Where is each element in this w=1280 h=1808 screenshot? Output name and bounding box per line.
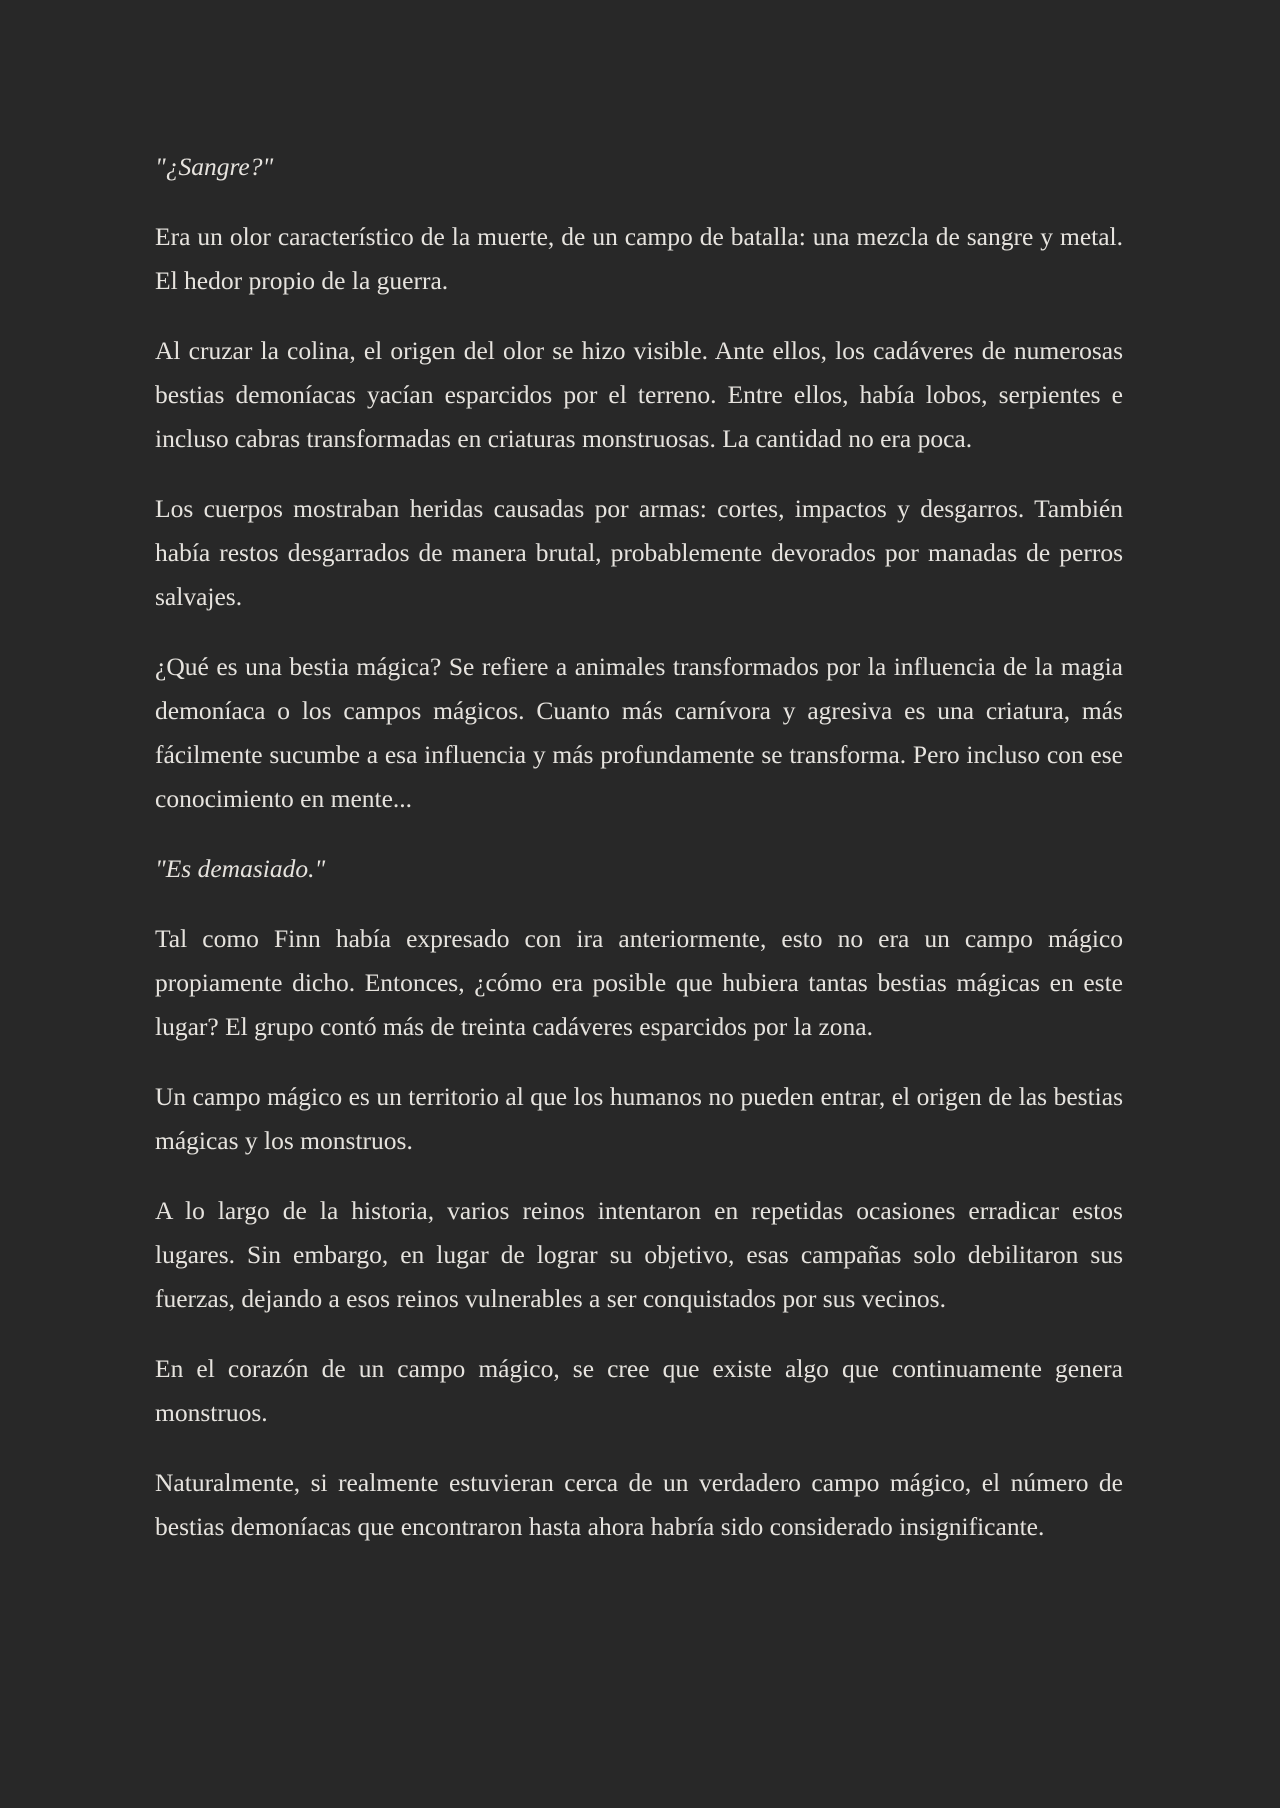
paragraph: Un campo mágico es un territorio al que los humanos no pueden entrar, el origen de las bestias mágicas y los monstruos.	[155, 1082, 1123, 1155]
paragraph: Naturalmente, si realmente estuvieran cerca de un verdadero campo mágico, el número de bestias demoníacas que encontraron hasta ahora habría sido considerado insignificante.	[155, 1468, 1123, 1541]
chapter-text	[155, 145, 1123, 1575]
paragraph: En el corazón de un campo mágico, se cree que existe algo que continuamente genera monstruos.	[155, 1354, 1123, 1427]
paragraph: Tal como Finn había expresado con ira anteriormente, esto no era un campo mágico propiamente dicho. Entonces, ¿cómo era posible que hubiera tantas bestias mágicas en este lugar? El grupo contó más de treinta cadáveres esparcidos por la zona.	[155, 924, 1123, 1041]
dialogue-line: "Es demasiado."	[155, 854, 326, 883]
paragraph: Era un olor característico de la muerte, de un campo de batalla: una mezcla de sangre y metal. El hedor propio de la guerra.	[155, 222, 1123, 295]
paragraph: Los cuerpos mostraban heridas causadas por armas: cortes, impactos y desgarros. También había restos desgarrados de manera brutal, probablemente devorados por manadas de perros salvajes.	[155, 494, 1123, 611]
paragraph: ¿Qué es una bestia mágica? Se refiere a animales transformados por la influencia de la magia demoníaca o los campos mágicos. Cuanto más carnívora y agresiva es una criatura, más fácilmente sucumbe a esa influencia y más profundamente se transforma. Pero incluso con ese conocimiento en mente...	[155, 652, 1123, 813]
paragraph: A lo largo de la historia, varios reinos intentaron en repetidas ocasiones erradicar estos lugares. Sin embargo, en lugar de lograr su objetivo, esas campañas solo debilitaron sus fuerzas, dejando a esos reinos vulnerables a ser conquistados por sus vecinos.	[155, 1196, 1123, 1313]
paragraph: Al cruzar la colina, el origen del olor se hizo visible. Ante ellos, los cadáveres de numerosas bestias demoníacas yacían esparcidos por el terreno. Entre ellos, había lobos, serpientes e incluso cabras transformadas en criaturas monstruosas. La cantidad no era poca.	[155, 336, 1123, 453]
dialogue-line: "¿Sangre?"	[155, 152, 274, 181]
